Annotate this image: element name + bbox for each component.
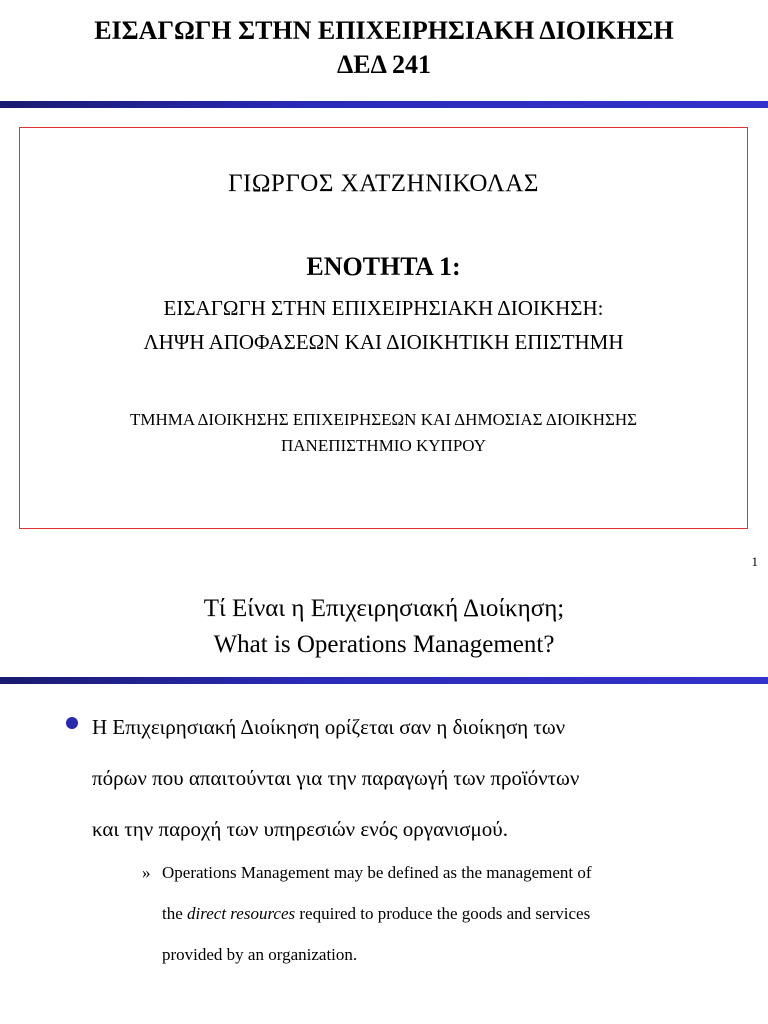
sub-bullet-marker: » [142,863,151,882]
title-divider [0,101,768,108]
sub-line2-pre: the [162,904,188,923]
slide2-divider [0,677,768,684]
unit-subtitle-line2: ΛΗΨΗ ΑΠΟΦΑΣΕΩΝ ΚΑΙ ΔΙΟΙΚΗΤΙΚΗ ΕΠΙΣΤΗΜΗ [143,330,624,354]
sub-bullet-text [162,852,722,975]
sub-bullet-line2 [162,893,722,934]
main-bullet-line1: Η Επιχειρησιακή Διοίκηση ορίζεται σαν η διοίκηση των [92,715,566,739]
main-bullet-line3: και την παροχή των υπηρεσιών ενός οργανισμού. [92,817,508,841]
slide2-title [0,591,768,663]
direct-resources-emphasis: direct resources [187,904,296,923]
course-title [0,14,768,82]
department [20,407,747,459]
main-bullet [66,702,746,855]
slide2-title-english: What is Operations Management? [213,631,555,658]
author-name: ΓΙΩΡΓΟΣ ΧΑΤΖΗΝΙΚΟΛΑΣ [228,170,539,197]
department-line1: ΤΜΗΜΑ ΔΙΟΙΚΗΣΗΣ ΕΠΙΧΕΙΡΗΣΕΩΝ ΚΑΙ ΔΗΜΟΣΙΑΣ ΔΙΟΙΚΗΣΗΣ [129,410,638,429]
course-title-line1: ΕΙΣΑΓΩΓΗ ΣΤΗΝ ΕΠΙΧΕΙΡΗΣΙΑΚΗ ΔΙΟΙΚΗΣΗ [94,16,674,45]
bullet-dot-icon [66,717,78,729]
page-number: 1 [751,554,758,569]
slide2-title-greek: Τί Είναι η Επιχειρησιακή Διοίκηση; [203,595,565,622]
sub-line2-post: required to produce the goods and services [295,904,591,923]
title-box [19,127,748,529]
unit-subtitle [20,291,747,359]
university-name: ΠΑΝΕΠΙΣΤΗΜΙΟ ΚΥΠΡΟΥ [280,436,486,455]
sub-bullet-line3: provided by an organization. [162,945,358,964]
unit-subtitle-line1: ΕΙΣΑΓΩΓΗ ΣΤΗΝ ΕΠΙΧΕΙΡΗΣΙΑΚΗ ΔΙΟΙΚΗΣΗ: [163,296,604,320]
course-code: ΔΕΔ 241 [336,50,431,79]
main-bullet-text [92,702,746,855]
sub-bullet-line1: Operations Management may be defined as the management of [162,863,592,882]
main-bullet-line2: πόρων που απαιτούνται για την παραγωγή των προϊόντων [92,766,580,790]
unit-heading: ΕΝΟΤΗΤΑ 1: [306,252,461,281]
sub-bullet [142,852,722,975]
